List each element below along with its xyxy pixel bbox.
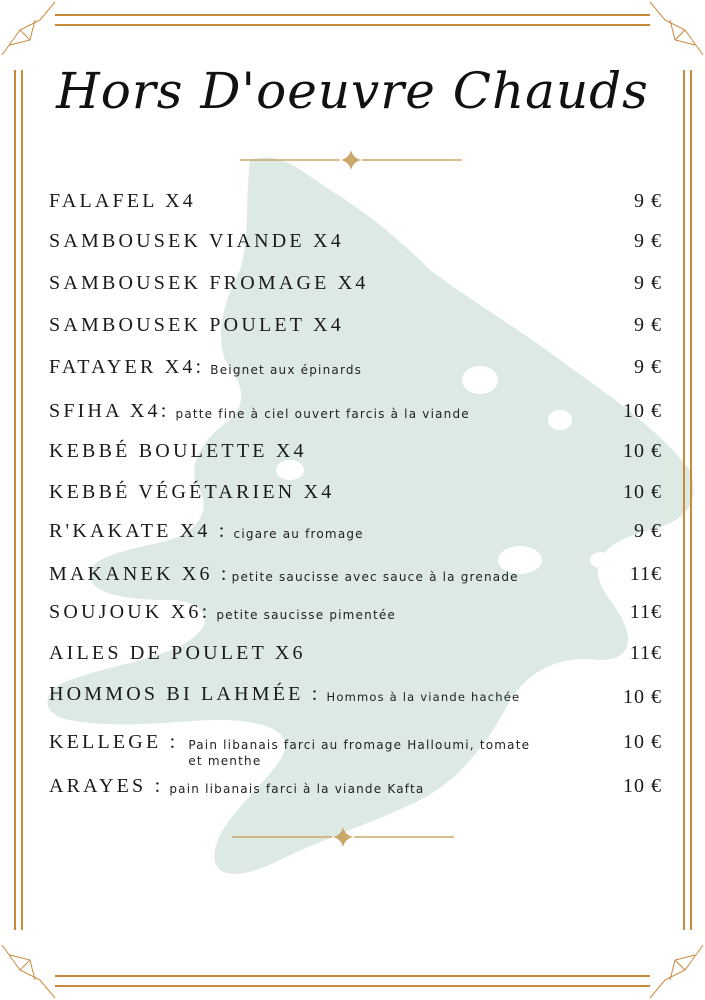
menu-item: ARAYES : pain libanais farci à la viande Kafta 10 € (49, 775, 662, 797)
menu-item: HOMMOS BI LAHMÉE : Hommos à la viande hachée 10 € (49, 683, 662, 708)
menu-item: FATAYER X4: Beignet aux épinards 9 € (49, 356, 662, 378)
menu-item: R'KAKATE X4 : cigare au fromage 9 € (49, 520, 662, 542)
menu-item: SAMBOUSEK FROMAGE X4 9 € (49, 272, 662, 294)
menu-item: KEBBÉ VÉGÉTARIEN X4 10 € (49, 481, 662, 503)
menu-item: SFIHA X4: patte fine à ciel ouvert farcis à la viande 10 € (49, 400, 662, 422)
menu-item: MAKANEK X6 : petite saucisse avec sauce à la grenade 11€ (49, 563, 662, 585)
star-icon (333, 827, 353, 847)
star-icon (341, 150, 361, 170)
menu-item: AILES DE POULET X6 11€ (49, 642, 662, 664)
menu-item: KELLEGE : Pain libanais farci au fromage Halloumi, tomate et menthe 10 € (49, 731, 662, 768)
menu-item: SAMBOUSEK POULET X4 9 € (49, 314, 662, 336)
top-divider (0, 148, 705, 172)
bottom-divider (0, 825, 705, 849)
menu-item: SOUJOUK X6: petite saucisse pimentée 11€ (49, 601, 662, 623)
menu-item: KEBBÉ BOULETTE X4 10 € (49, 440, 662, 462)
menu-item: SAMBOUSEK VIANDE X4 9 € (49, 230, 662, 252)
menu-item: FALAFEL X4 9 € (49, 190, 662, 212)
page-title: Hors D'oeuvre Chauds (56, 62, 649, 120)
